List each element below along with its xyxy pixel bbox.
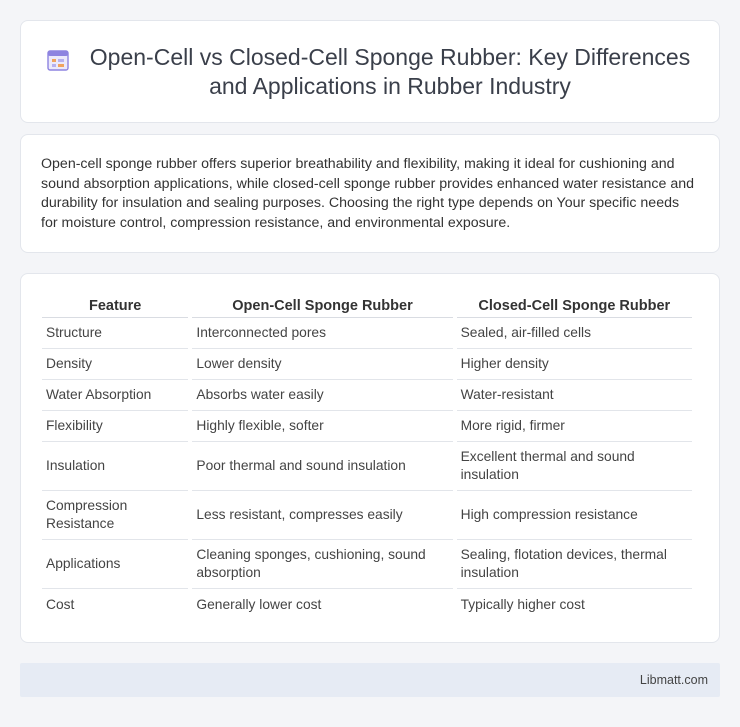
intro-card [20, 134, 720, 253]
page-title: Open-Cell vs Closed-Cell Sponge Rubber: Key Differences and Applications in Rubber Industry [89, 43, 691, 99]
table-cell-feature: Density [42, 349, 188, 380]
table-cell-closed-cell: More rigid, firmer [457, 411, 692, 442]
table-cell-open-cell: Absorbs water easily [192, 380, 452, 411]
column-header-closed-cell: Closed-Cell Sponge Rubber [457, 296, 692, 318]
table-header-row [42, 296, 692, 318]
table-cell-feature: Structure [42, 318, 188, 349]
table-cell-feature: Cost [46, 596, 75, 612]
table-cell-closed-cell: Water-resistant [457, 380, 692, 411]
column-header-feature: Feature [42, 296, 188, 318]
table-cell-open-cell: Lower density [192, 349, 452, 380]
footer-site-link[interactable]: Libmatt.com [639, 673, 708, 687]
table-row [42, 589, 692, 620]
document-icon [45, 47, 71, 73]
table-cell-open-cell: Cleaning sponges, cushioning, sound absorption [192, 540, 452, 589]
footer-bar [20, 663, 720, 697]
table-cell-open-cell: Less resistant, compresses easily [192, 491, 452, 540]
table-row [42, 380, 692, 411]
table-row [42, 349, 692, 380]
intro-paragraph: Open-cell sponge rubber offers superior breathability and flexibility, making it ideal for cushioning and sound absorption applications, while closed-cell sponge rubber provides enhanced water resistance and durability for insulation and sealing purposes. Choosing the right type depends on Your specific needs for moisture control, compression resistance, and environmental exposure. [41, 156, 695, 231]
table-cell-feature: Water Absorption [42, 380, 188, 411]
table-row [42, 318, 692, 349]
column-header-open-cell: Open-Cell Sponge Rubber [192, 296, 452, 318]
table-cell-feature: Applications [42, 540, 188, 589]
comparison-card [20, 273, 720, 643]
table-cell-feature: Flexibility [42, 411, 188, 442]
table-cell-open-cell: Interconnected pores [192, 318, 452, 349]
table-cell-feature: Compression Resistance [42, 491, 188, 540]
table-cell-open-cell: Poor thermal and sound insulation [192, 442, 452, 491]
table-cell-closed-cell: Higher density [457, 349, 692, 380]
table-row [42, 442, 692, 491]
table-row [42, 491, 692, 540]
table-cell-open-cell: Highly flexible, softer [192, 411, 452, 442]
title-wrap [45, 43, 695, 101]
table-cell-closed-cell: Sealing, flotation devices, thermal insulation [457, 540, 692, 589]
comparison-table [38, 296, 696, 620]
table-cell-open-cell: Generally lower cost [196, 596, 322, 612]
table-cell-closed-cell: Excellent thermal and sound insulation [457, 442, 692, 491]
table-cell-closed-cell: Typically higher cost [460, 596, 585, 612]
table-cell-feature: Insulation [42, 442, 188, 491]
table-row [42, 540, 692, 589]
header-card [20, 20, 720, 123]
table-row [42, 411, 692, 442]
table-cell-closed-cell: High compression resistance [457, 491, 692, 540]
table-cell-closed-cell: Sealed, air-filled cells [457, 318, 692, 349]
